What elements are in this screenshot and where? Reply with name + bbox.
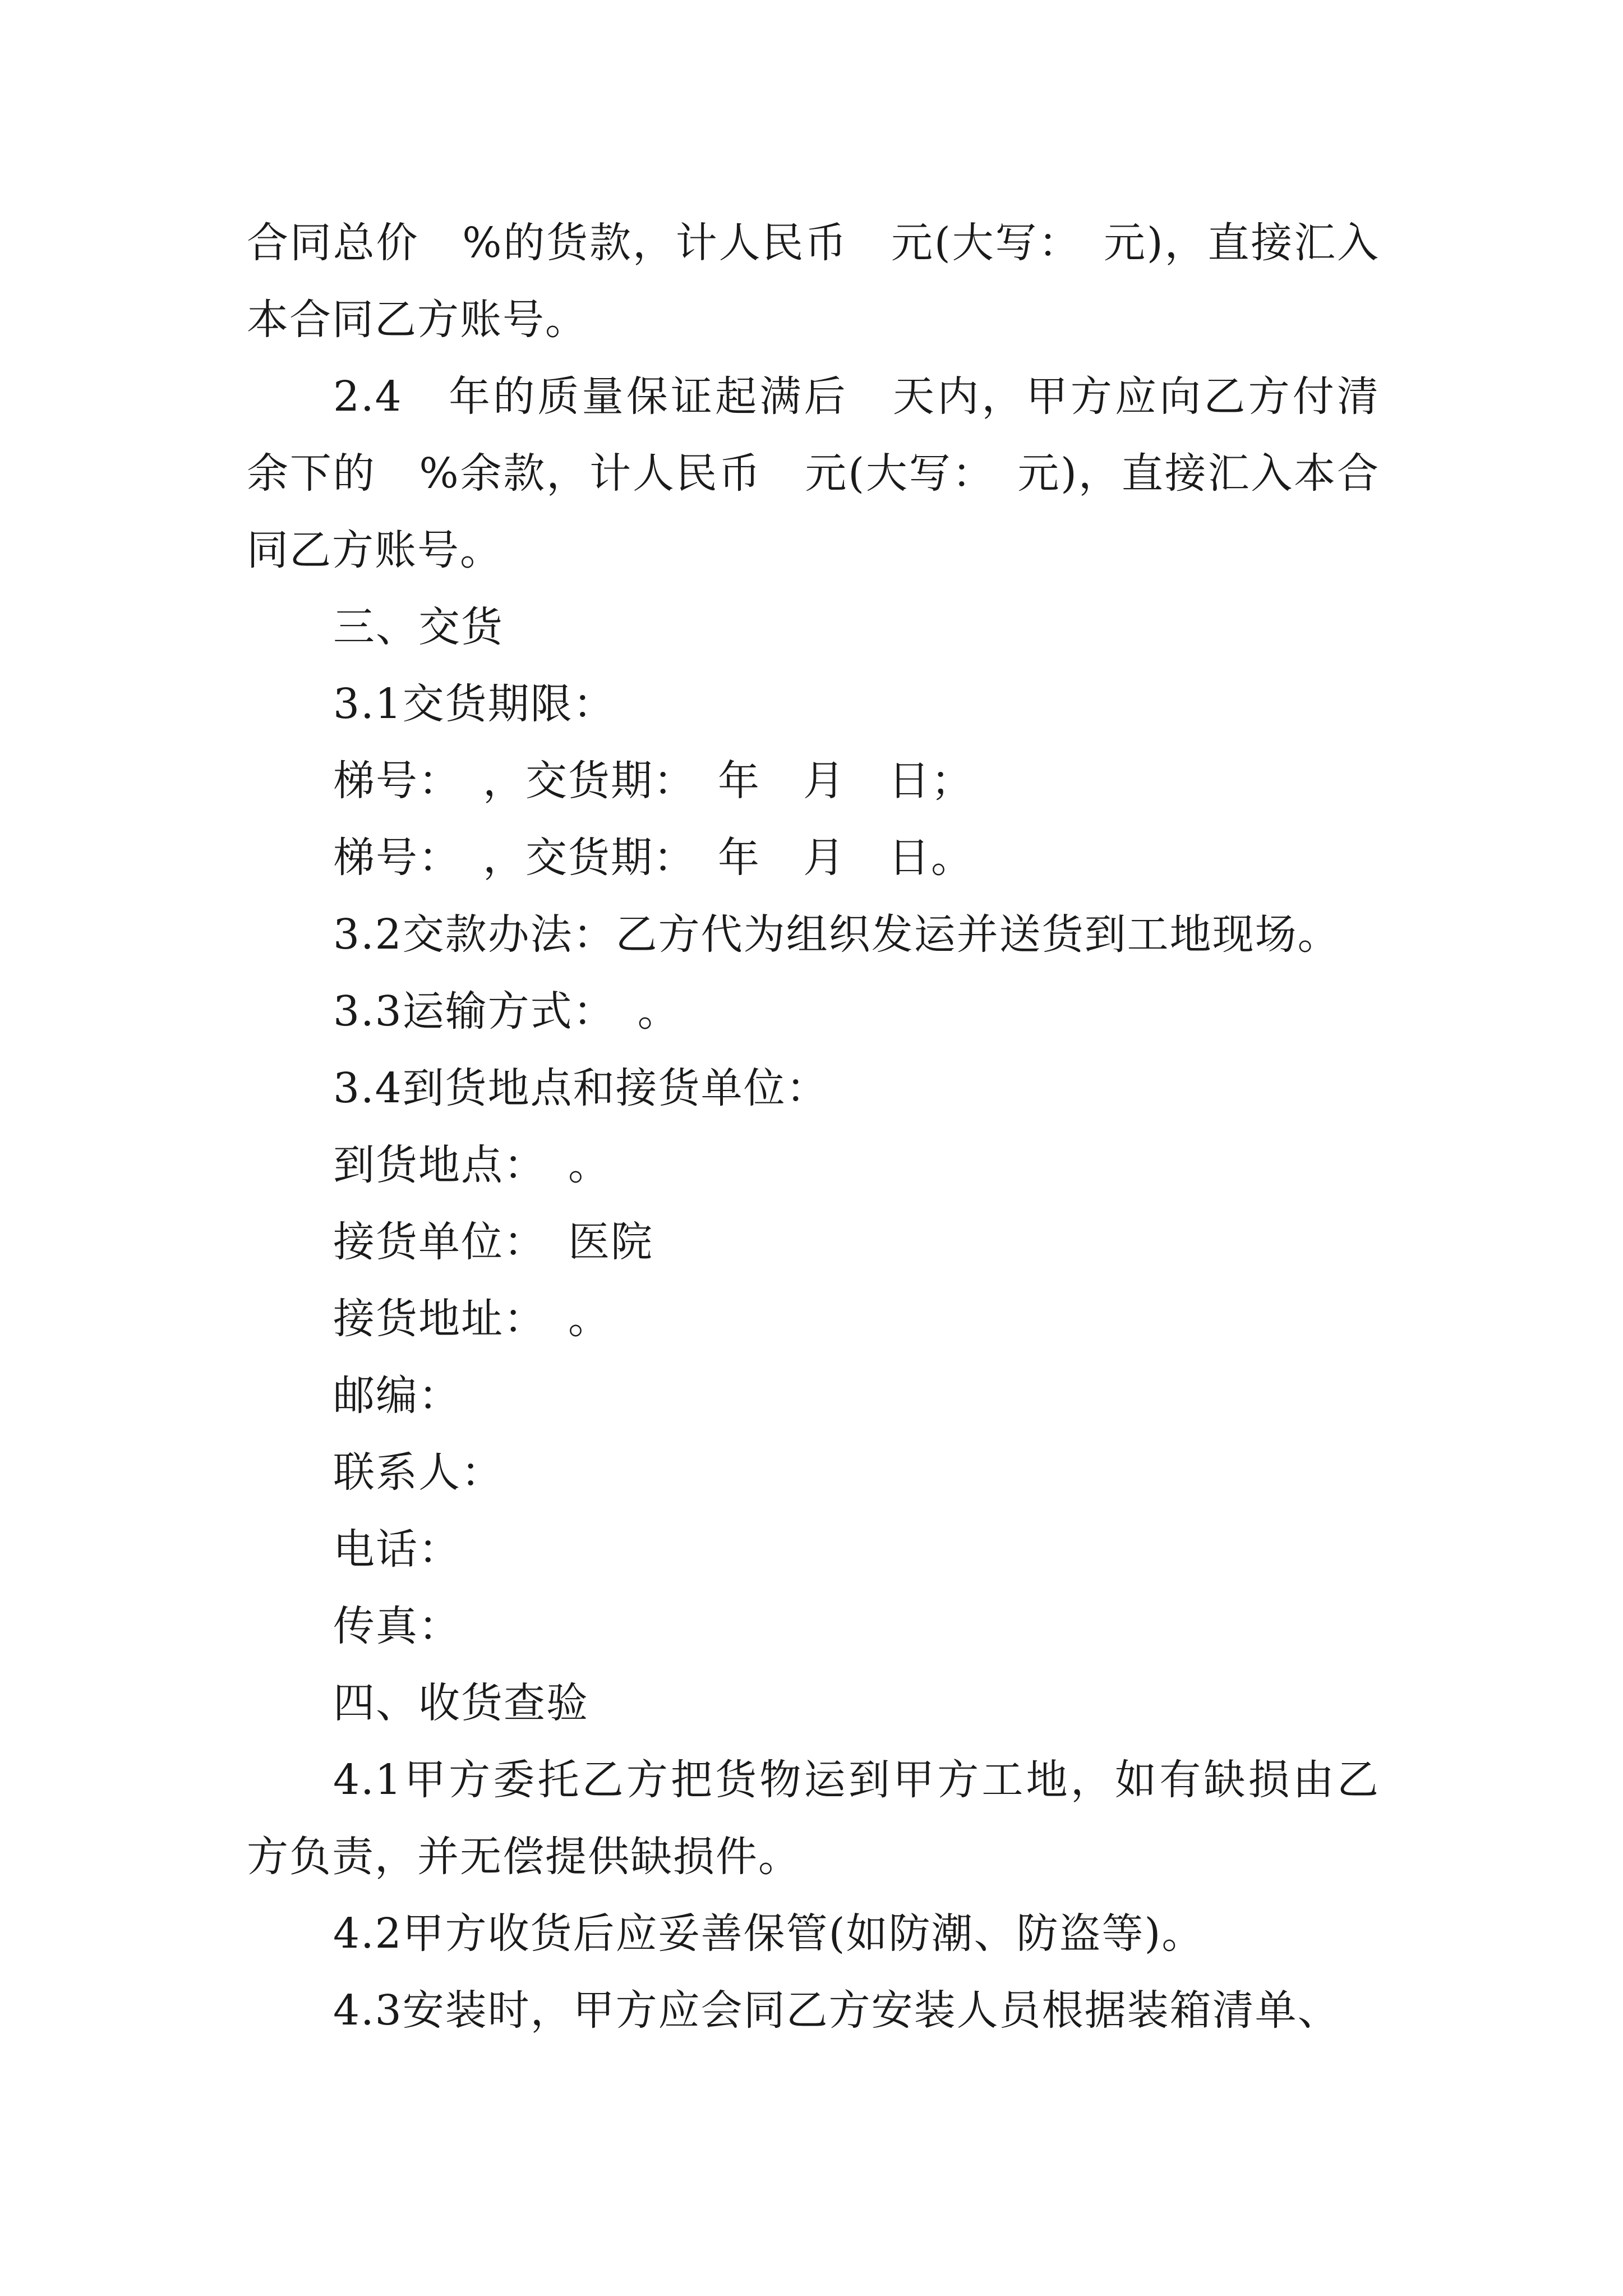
paragraph-elevator-delivery-2: 梯号： ，交货期： 年 月 日。 [333, 834, 974, 882]
paragraph-receiving-unit: 接货单位： 医院 [333, 1218, 653, 1266]
paragraph-postcode: 邮编： [333, 1372, 461, 1420]
paragraph-clause-3-3: 3.3运输方式： 。 [333, 987, 680, 1036]
section-heading-delivery: 三、交货 [333, 603, 504, 651]
paragraph-clause-2-4: 2.4 年的质量保证起满后 天内，甲方应向乙方付清余下的 %余款，计人民币 元(大写： 元)，直接汇入本合同乙方账号。 [247, 372, 1380, 574]
paragraph-clause-4-2: 4.2甲方收货后应妥善保管(如防潮、防盗等)。 [333, 1910, 1205, 1958]
paragraph-delivery-location: 到货地点： 。 [333, 1141, 611, 1189]
section-heading-inspection: 四、收货查验 [333, 1679, 589, 1727]
paragraph-clause-4-3: 4.3安装时，甲方应会同乙方安装人员根据装箱清单、 [333, 1986, 1340, 2035]
paragraph-fax: 传真： [333, 1602, 461, 1650]
paragraph-clause-3-4: 3.4到货地点和接货单位： [333, 1064, 829, 1112]
paragraph-payment-terms: 合同总价 %的货款，计人民币 元(大写： 元)，直接汇入本合同乙方账号。 [247, 219, 1380, 344]
paragraph-elevator-delivery-1: 梯号： ，交货期： 年 月 日； [333, 757, 974, 805]
paragraph-clause-4-1: 4.1甲方委托乙方把货物运到甲方工地，如有缺损由乙方负责，并无偿提供缺损件。 [247, 1756, 1380, 1881]
paragraph-receiving-address: 接货地址： 。 [333, 1295, 611, 1343]
document-body [247, 205, 1380, 2049]
paragraph-phone: 电话： [333, 1525, 461, 1573]
paragraph-clause-3-1: 3.1交货期限： [333, 680, 616, 728]
paragraph-clause-3-2: 3.2交款办法：乙方代为组织发运并送货到工地现场。 [333, 910, 1340, 959]
paragraph-contact-person: 联系人： [333, 1448, 504, 1497]
